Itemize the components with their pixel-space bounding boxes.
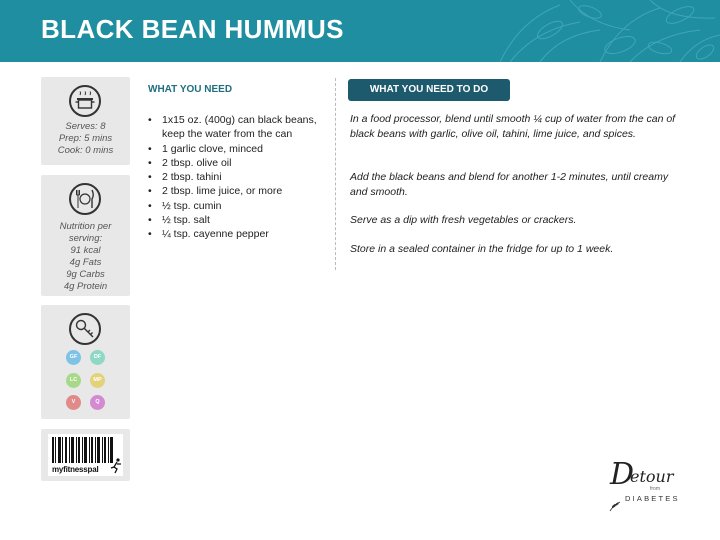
detour-from-diabetes-logo: D etour from DIABETES: [608, 460, 690, 512]
instruction-step: Store in a sealed container in the fridge for up to 1 week.: [350, 243, 614, 255]
myfitnesspal-logo: myfitnesspal: [52, 465, 99, 474]
runner-icon: [110, 458, 122, 474]
ingredient-item: • 2 tbsp. lime juice, or more: [148, 184, 328, 198]
nutrition-card: [41, 175, 130, 296]
barcode-card[interactable]: [41, 429, 130, 481]
instruction-step: Add the black beans and blend for another 1-2 minutes, until creamy and smooth.: [350, 171, 669, 198]
tag-low-carb: LC: [66, 373, 81, 388]
ingredients-list: [148, 113, 328, 242]
page-title: BLACK BEAN HUMMUS: [41, 14, 344, 44]
tag-dairy-free: DF: [90, 350, 105, 365]
ingredient-item: • ½ tsp. salt: [148, 213, 328, 227]
serves-value: Serves: 8: [65, 121, 106, 132]
instructions-heading: WHAT YOU NEED TO DO: [348, 79, 510, 101]
nutrition-carbs: 9g Carbs: [66, 269, 105, 280]
column-divider: [335, 78, 336, 270]
instruction-step: In a food processor, blend until smooth ¼ cup of water from the can of black beans with garlic, olive oil, tahini, lime juice, and spices.: [350, 113, 676, 140]
key-icon: [69, 313, 101, 345]
ingredient-item: • 1x15 oz. (400g) can black beans, keep the water from the can: [148, 113, 328, 142]
ingredient-item: • 2 tbsp. tahini: [148, 170, 328, 184]
tag-vegetarian: V: [66, 395, 81, 410]
nutrition-line: serving:: [68, 233, 103, 244]
leaf-sprig-icon: [608, 500, 622, 512]
nutrition-info: [41, 221, 130, 293]
cook-time: Cook: 0 mins: [57, 145, 114, 156]
nutrition-calories: 91 kcal: [70, 245, 101, 256]
barcode-icon[interactable]: [48, 434, 123, 476]
tag-gluten-free: GF: [66, 350, 81, 365]
prep-time: Prep: 5 mins: [58, 133, 113, 144]
header-banner: [0, 0, 720, 62]
nutrition-fats: 4g Fats: [69, 257, 102, 268]
tag-quick: Q: [90, 395, 105, 410]
serves-info: [41, 121, 130, 157]
nutrition-protein: 4g Protein: [63, 281, 108, 292]
tag-meal-prep: MP: [90, 373, 105, 388]
cooking-pot-icon: [69, 85, 101, 117]
fork-knife-plate-icon: [69, 183, 101, 215]
serves-card: [41, 77, 130, 165]
diet-tags-card: [41, 305, 130, 419]
leaf-pattern-decoration: [480, 0, 720, 62]
ingredient-item: • 1 garlic clove, minced: [148, 142, 328, 156]
ingredient-item: • 2 tbsp. olive oil: [148, 156, 328, 170]
nutrition-line: Nutrition per: [59, 221, 112, 232]
ingredient-item: • ½ tsp. cumin: [148, 199, 328, 213]
instruction-step: Serve as a dip with fresh vegetables or crackers.: [350, 214, 577, 226]
ingredients-heading: WHAT YOU NEED: [148, 84, 233, 95]
ingredient-item: • ¼ tsp. cayenne pepper: [148, 227, 328, 241]
